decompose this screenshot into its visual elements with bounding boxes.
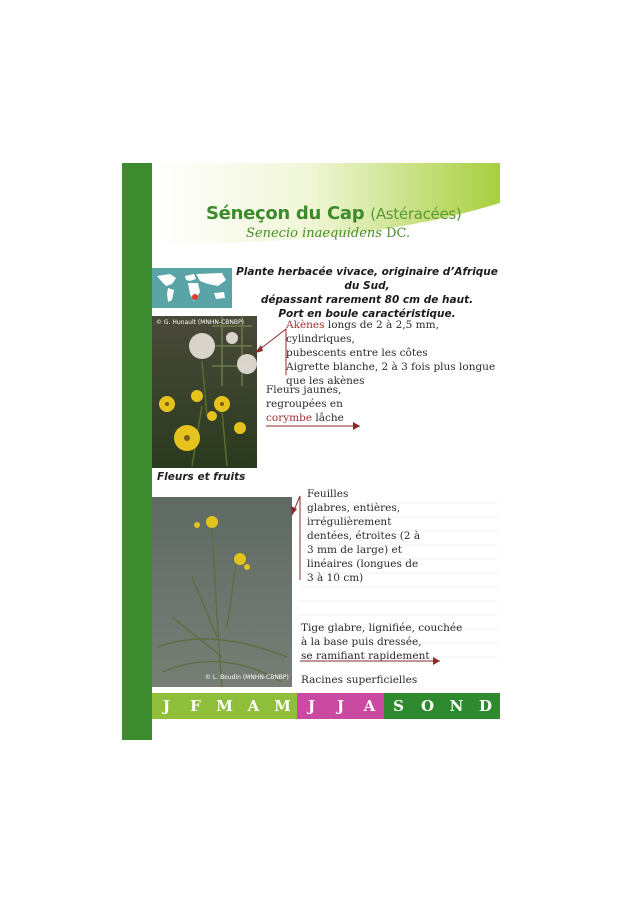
term-akenes: Akènes	[286, 319, 325, 331]
term-corymbe: corymbe	[266, 412, 313, 424]
akenes-note	[286, 318, 496, 388]
side-band	[122, 163, 152, 740]
note-text: 3 à 10 cm)	[307, 572, 364, 584]
month-label: M	[216, 697, 233, 715]
month-cell	[181, 693, 210, 719]
note-text: irrégulièrement	[307, 516, 392, 528]
photo-credit: © L. Boudin (MNHN-CBNBP)	[205, 674, 289, 681]
note-text: Aigrette blanche, 2 à 3 fois plus longue	[286, 361, 496, 373]
month-cell	[442, 693, 471, 719]
month-cell	[297, 693, 326, 719]
family-name: (Astéracées)	[370, 205, 462, 223]
month-label: J	[162, 697, 171, 715]
flowers-photo	[152, 316, 257, 468]
month-label: S	[393, 697, 404, 715]
common-name: Séneçon du Cap	[206, 203, 365, 224]
world-map-icon	[152, 268, 232, 308]
racines-note: Racines superficielles	[301, 674, 418, 686]
page-title	[206, 203, 461, 224]
note-text: Tige glabre, lignifiée, couchée	[301, 622, 463, 634]
latin-name: Senecio inaequidens	[246, 226, 382, 241]
note-text: Feuilles	[307, 488, 349, 500]
note-text: se ramifiant rapidement	[301, 650, 430, 662]
flowering-calendar	[152, 693, 500, 719]
latin-name-line	[246, 226, 410, 241]
month-label: M	[274, 697, 291, 715]
month-label: O	[420, 697, 435, 715]
tige-note	[301, 621, 501, 663]
month-label: A	[247, 697, 260, 715]
author: DC.	[386, 226, 411, 241]
month-cell	[152, 693, 181, 719]
note-text: 3 mm de large) et	[307, 544, 402, 556]
description-line: Plante herbacée vivace, originaire d’Afrique du Sud,	[236, 266, 498, 292]
note-text: Fleurs jaunes,	[266, 384, 342, 396]
note-text: glabres, entières,	[307, 502, 401, 514]
location-marker-icon	[192, 294, 198, 300]
note-text: dentées, étroites (2 à	[307, 530, 421, 542]
note-text: linéaires (longues de	[307, 558, 419, 570]
section-label: Fleurs et fruits	[157, 471, 246, 483]
month-cell	[384, 693, 413, 719]
note-text: pubescents entre les côtes	[286, 347, 428, 359]
section-label-box	[152, 470, 246, 486]
month-cell	[268, 693, 297, 719]
month-cell	[355, 693, 384, 719]
month-label: J	[336, 697, 345, 715]
feuilles-note	[307, 487, 437, 585]
note-text: longs de 2 à 2,5 mm, cylindriques,	[286, 319, 439, 345]
month-cell	[210, 693, 239, 719]
month-label: J	[307, 697, 316, 715]
fleurs-note	[266, 383, 376, 425]
photo-credit: © G. Hunault (MNHN-CBNBP)	[156, 319, 244, 326]
plant-photo	[152, 497, 292, 687]
month-cell	[471, 693, 500, 719]
month-label: N	[449, 697, 464, 715]
month-label: F	[190, 697, 201, 715]
month-label: A	[363, 697, 376, 715]
month-cell	[239, 693, 268, 719]
description-line: Port en boule caractéristique.	[278, 308, 456, 320]
note-text: regroupées en	[266, 398, 343, 410]
month-label: D	[478, 697, 492, 715]
plant-description	[236, 265, 498, 321]
description-line: dépassant rarement 80 cm de haut.	[260, 294, 474, 306]
month-cell	[413, 693, 442, 719]
note-text: lâche	[312, 412, 344, 424]
note-text: que les akènes	[286, 375, 365, 387]
note-text: à la base puis dressée,	[301, 636, 422, 648]
month-cell	[326, 693, 355, 719]
